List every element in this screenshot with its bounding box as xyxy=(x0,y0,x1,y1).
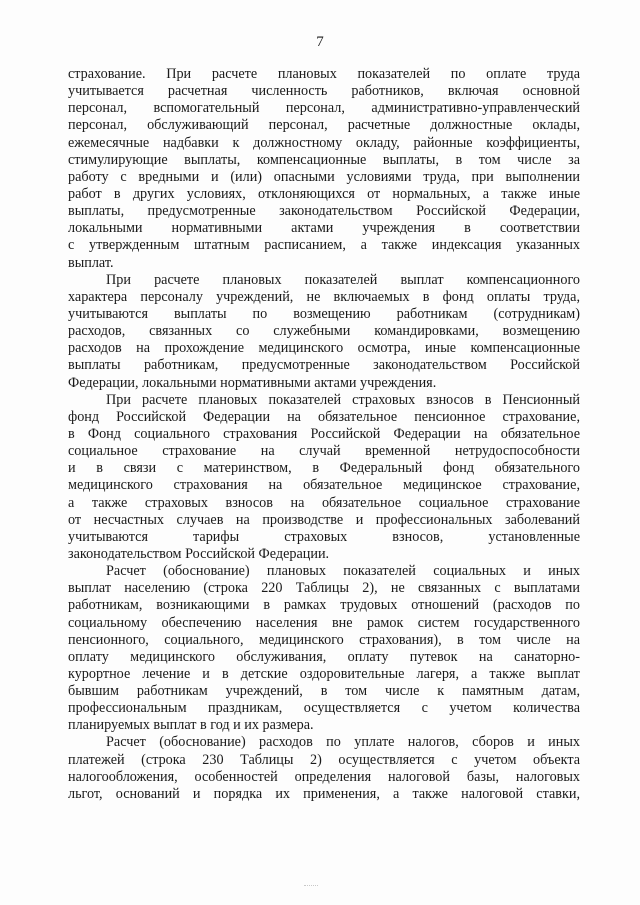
text-line: учитываются выплаты по возмещению работникам (сотрудникам) xyxy=(68,305,580,322)
text-line: работникам, возникающими в рамках трудовых отношений (расходов по xyxy=(68,597,580,614)
text-line: страхование. При расчете плановых показателей по оплате труда xyxy=(68,66,580,82)
text-line: ежемесячные надбавки к должностному окладу, районные коэффициенты, xyxy=(68,134,580,151)
text-line: фонд Российской Федерации на обязательное пенсионное страхование, xyxy=(68,408,580,425)
text-line: расходов, связанных со служебными командировками, возмещению xyxy=(68,323,580,340)
text-line: Расчет (обоснование) плановых показателей социальных и иных xyxy=(106,563,580,580)
text-line: персонал, обслуживающий персонал, расчетные должностные оклады, xyxy=(68,117,580,134)
text-line: Расчет (обоснование) расходов по уплате налогов, сборов и иных xyxy=(106,734,580,751)
text-line: медицинского страхования на обязательное медицинское страхование, xyxy=(68,477,580,494)
text-line: курортное лечение и в детские оздоровительные лагеря, а также выплат xyxy=(68,665,580,682)
text-line: учитывается расчетная численность работников, включая основной xyxy=(68,83,580,100)
scan-artifact xyxy=(304,885,318,888)
text-line: платежей (строка 230 Таблицы 2) осуществляется с учетом объекта xyxy=(68,751,580,768)
text-line: При расчете плановых показателей страховых взносов в Пенсионный xyxy=(106,391,580,408)
text-line: выплаты работникам, предусмотренные законодательством Российской xyxy=(68,357,580,374)
text-line: социальному обеспечению населения вне рамок систем государственного xyxy=(68,614,580,631)
text-line: с утвержденным штатным расписанием, а также индексация указанных xyxy=(68,237,580,254)
text-line: учитываются тарифы страховых взносов, установленные xyxy=(68,528,580,545)
page-number: 7 xyxy=(316,34,324,50)
text-line: При расчете плановых показателей выплат компенсационного xyxy=(106,271,580,288)
text-line: выплаты, предусмотренные законодательством Российской Федерации, xyxy=(68,203,580,220)
text-line: социальное страхование на случай временной нетрудоспособности xyxy=(68,443,580,460)
text-line: пенсионного, социального, медицинского страхования), в том числе на xyxy=(68,631,580,648)
text-line: в Фонд социального страхования Российской Федерации на обязательное xyxy=(68,425,580,442)
text-line: и в связи с материнством, в Федеральный фонд обязательного xyxy=(68,460,580,477)
text-line: характера персоналу учреждений, не включаемых в фонд оплаты труда, xyxy=(68,288,580,305)
text-line: персонал, вспомогательный персонал, административно-управленческий xyxy=(68,100,580,117)
text-line: бывшим работникам учреждений, в том числе к памятным датам, xyxy=(68,683,580,700)
text-line: работу с вредными и (или) опасными условиями труда, при выполнении xyxy=(68,168,580,185)
text-line: налогообложения, особенностей определения налоговой базы, налоговых xyxy=(68,768,580,785)
text-line: от несчастных случаев на производстве и профессиональных заболеваний xyxy=(68,511,580,528)
text-line: стимулирующие выплаты, компенсационные выплаты, в том числе за xyxy=(68,151,580,168)
text-line: оплату медицинского обслуживания, оплату путевок на санаторно- xyxy=(68,648,580,665)
text-line: планируемых выплат в год и их размера. xyxy=(68,717,314,734)
text-line: а также страховых взносов на обязательное социальное страхование xyxy=(68,494,580,511)
text-line: выплат населению (строка 220 Таблицы 2), не связанных с выплатами xyxy=(68,580,580,597)
body-text xyxy=(68,66,580,803)
text-line: локальными нормативными актами учреждения в соответствии xyxy=(68,220,580,237)
text-line: работ в других условиях, отклоняющихся от нормальных, а также иные xyxy=(68,185,580,202)
text-line: льгот, оснований и порядка их применения, а также налоговой ставки, xyxy=(68,785,580,802)
text-line: профессиональным праздникам, осуществляется с учетом количества xyxy=(68,700,580,717)
text-line: расходов на прохождение медицинского осмотра, иные компенсационные xyxy=(68,340,580,357)
text-line: законодательством Российской Федерации. xyxy=(68,545,330,562)
text-line: выплат. xyxy=(68,254,114,271)
text-line: Федерации, локальными нормативными актами учреждения. xyxy=(68,374,437,391)
